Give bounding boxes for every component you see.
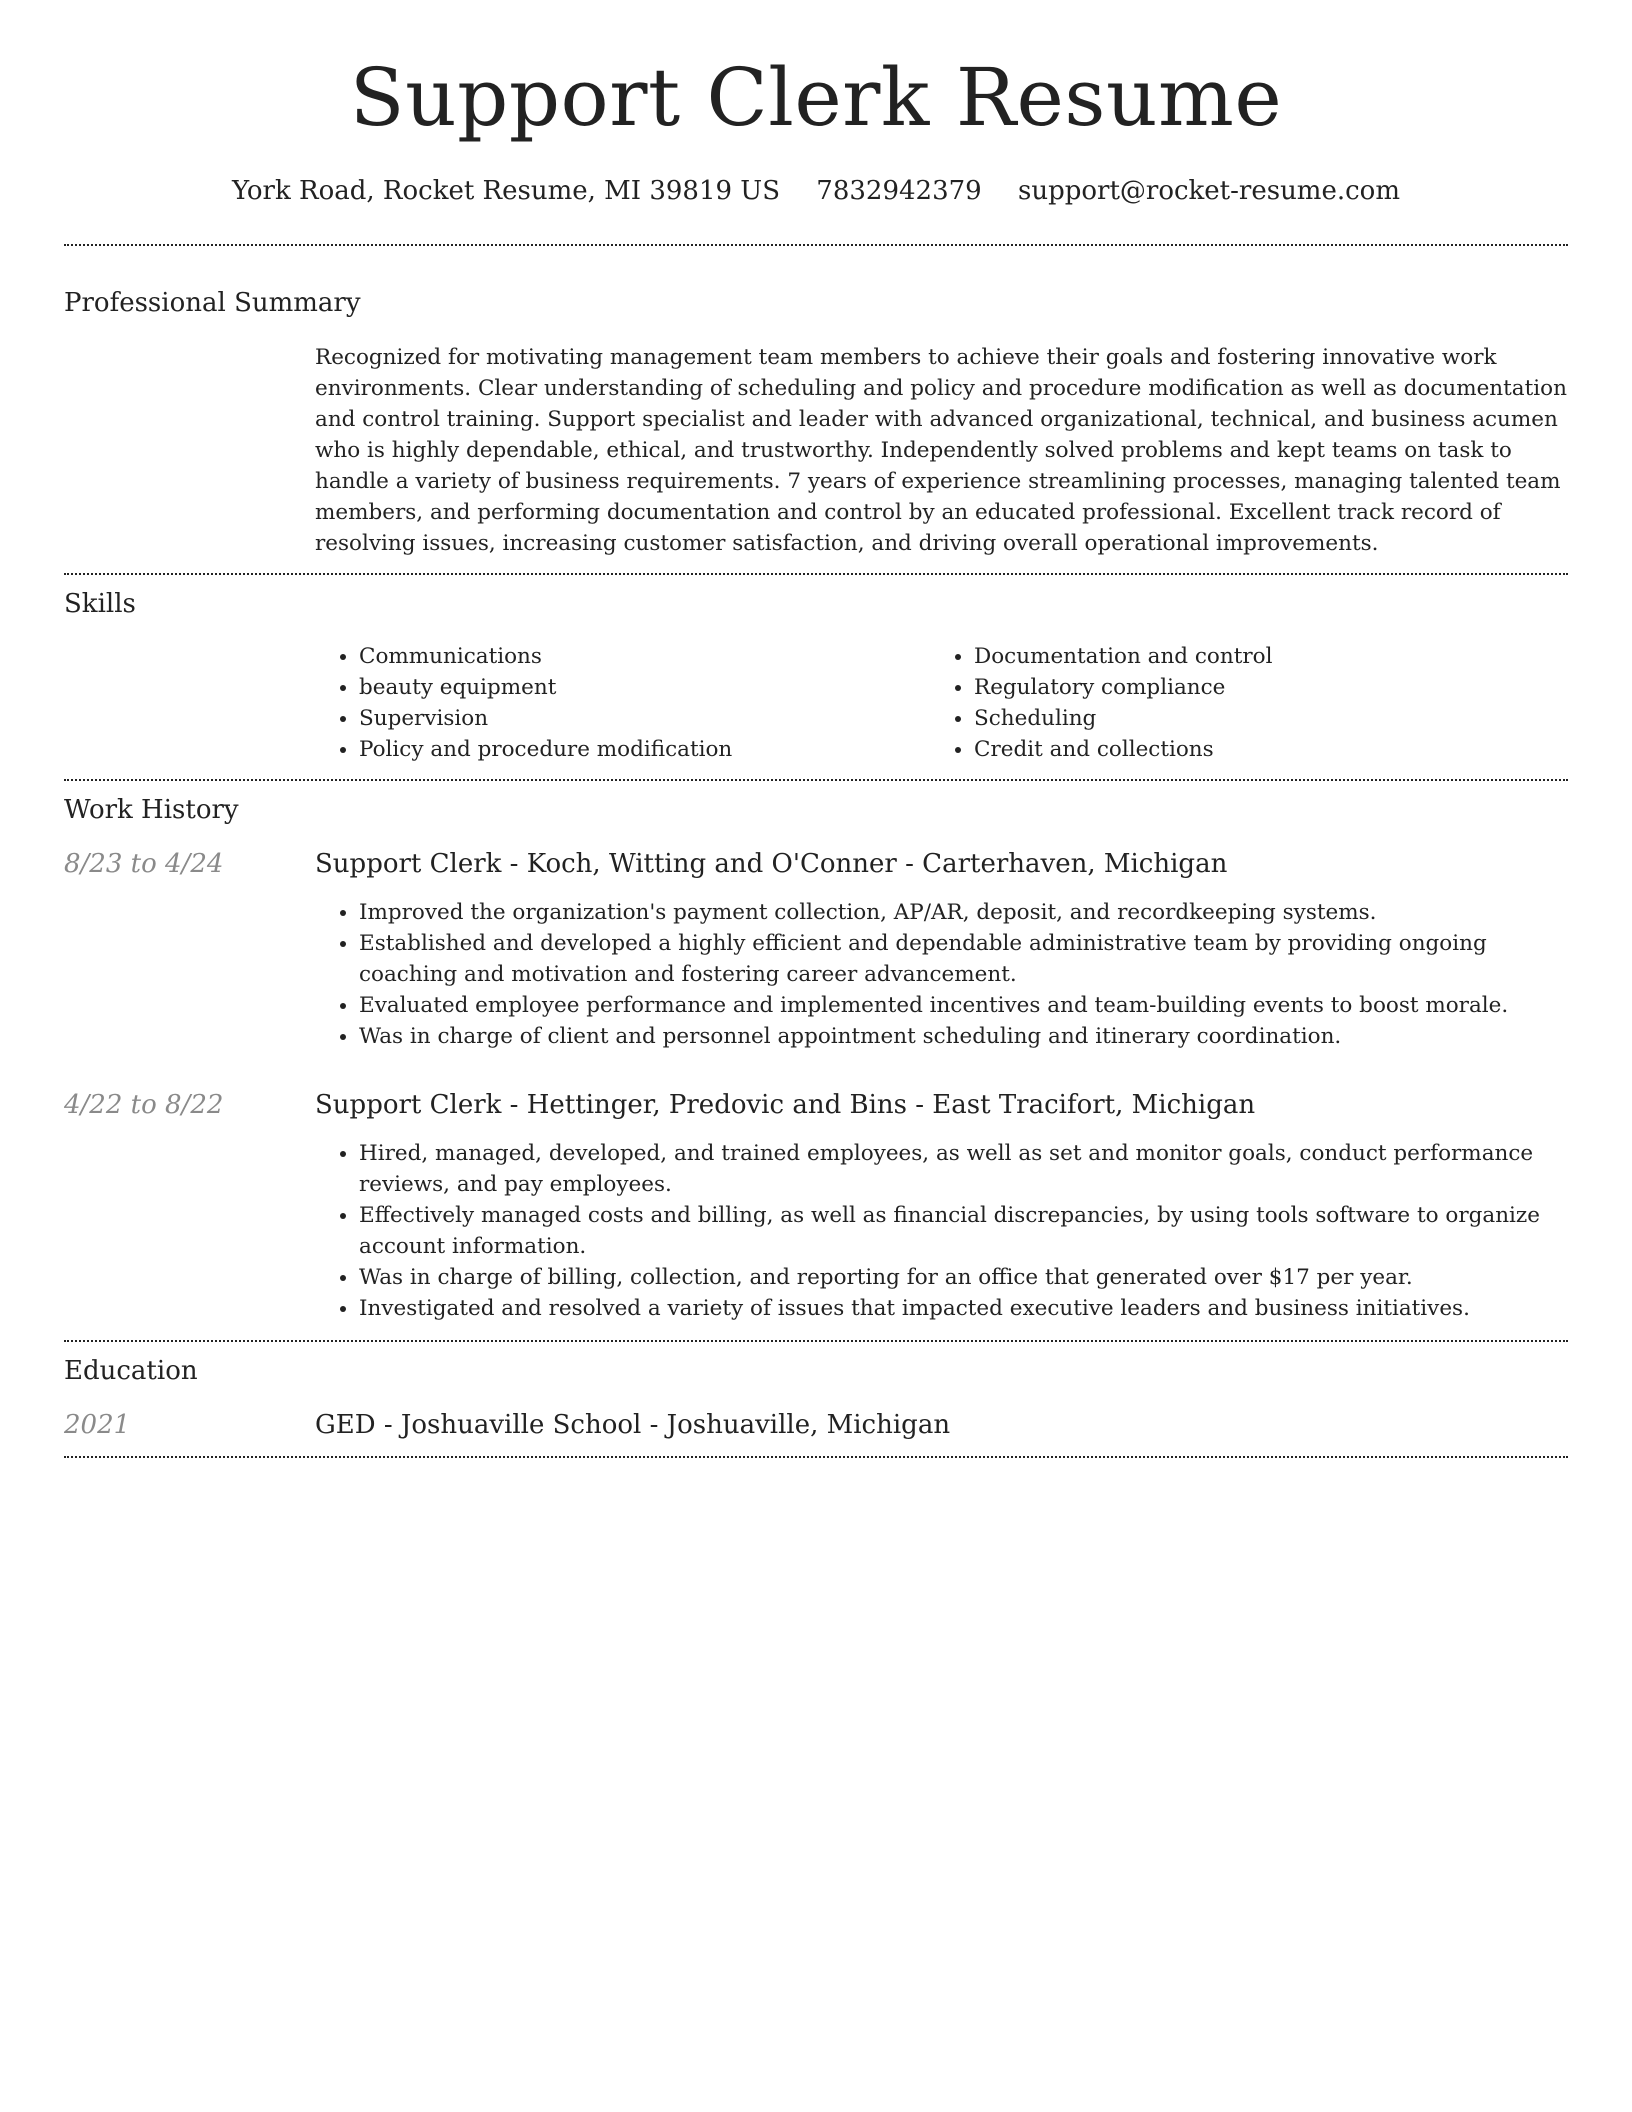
skill-item: • Documentation and control <box>974 641 1545 672</box>
skills-list <box>315 641 1568 779</box>
job-bullet: • Established and developed a highly efficient and dependable administrative team by providing ongoing coaching and motivation and fostering career advancement. <box>359 928 1568 990</box>
section-title-work-history: Work History <box>64 795 239 825</box>
summary-section <box>64 246 1568 573</box>
job-heading: Support Clerk - Koch, Witting and O'Conner - Carterhaven, Michigan <box>315 849 1228 879</box>
education-year: 2021 <box>64 1410 131 1440</box>
skill-item: • Regulatory compliance <box>974 672 1545 703</box>
job-dates: 4/22 to 8/22 <box>64 1090 224 1120</box>
resume-title: Support Clerk Resume <box>349 51 1283 144</box>
contact-email: support@rocket-resume.com <box>1017 176 1400 206</box>
divider <box>64 1456 1568 1458</box>
skills-column-left <box>315 641 930 765</box>
education-entry <box>64 1410 1568 1456</box>
education-heading: GED - Joshuaville School - Joshuaville, Michigan <box>315 1410 951 1440</box>
job-bullets <box>315 1138 1568 1324</box>
job-bullets <box>315 897 1568 1052</box>
job-bullet: • Hired, managed, developed, and trained employees, as well as set and monitor goals, conduct performance reviews, and pay employees. <box>359 1138 1568 1200</box>
job-bullet: • Effectively managed costs and billing, as well as financial discrepancies, by using tools software to organize account information. <box>359 1200 1568 1262</box>
contact-phone: 7832942379 <box>816 176 982 206</box>
job-bullet: • Investigated and resolved a variety of issues that impacted executive leaders and business initiatives. <box>359 1293 1568 1324</box>
job-bullet: • Evaluated employee performance and implemented incentives and team-building events to boost morale. <box>359 990 1568 1021</box>
job-dates: 8/23 to 4/24 <box>64 849 224 879</box>
skill-item: • Scheduling <box>974 703 1545 734</box>
skill-item: • beauty equipment <box>359 672 930 703</box>
skills-column-right <box>930 641 1545 765</box>
section-title-skills: Skills <box>64 589 136 619</box>
job-entry <box>64 1090 1568 1340</box>
job-entry <box>64 849 1568 1052</box>
skills-section <box>64 575 1568 779</box>
skill-item: • Supervision <box>359 703 930 734</box>
summary-text: Recognized for motivating management team members to achieve their goals and fostering innovative work environments. Clear understanding of scheduling and policy and procedure modification as well as documentation and control training. Support specialist and leader with advanced organizational, technical, and business acumen who is highly dependable, ethical, and trustworthy. Independently solved problems and kept teams on task to handle a variety of business requirements. 7 years of experience streamlining processes, managing talented team members, and performing documentation and control by an educated professional. Excellent track record of resolving issues, increasing customer satisfaction, and driving overall operational improvements. <box>315 345 1567 556</box>
skill-item: • Policy and procedure modification <box>359 734 930 765</box>
work-history-section <box>64 781 1568 1340</box>
contact-address: York Road, Rocket Resume, MI 39819 US <box>232 176 781 206</box>
job-heading: Support Clerk - Hettinger, Predovic and Bins - East Tracifort, Michigan <box>315 1090 1256 1120</box>
job-bullet: • Improved the organization's payment collection, AP/AR, deposit, and recordkeeping systems. <box>359 897 1568 928</box>
education-section <box>64 1342 1568 1456</box>
skill-item: • Credit and collections <box>974 734 1545 765</box>
section-title-summary: Professional Summary <box>64 288 361 318</box>
job-bullet: • Was in charge of client and personnel appointment scheduling and itinerary coordination. <box>359 1021 1568 1052</box>
job-bullet: • Was in charge of billing, collection, and reporting for an office that generated over $17 per year. <box>359 1262 1568 1293</box>
section-title-education: Education <box>64 1356 198 1386</box>
contact-line <box>64 176 1568 206</box>
skill-item: • Communications <box>359 641 930 672</box>
